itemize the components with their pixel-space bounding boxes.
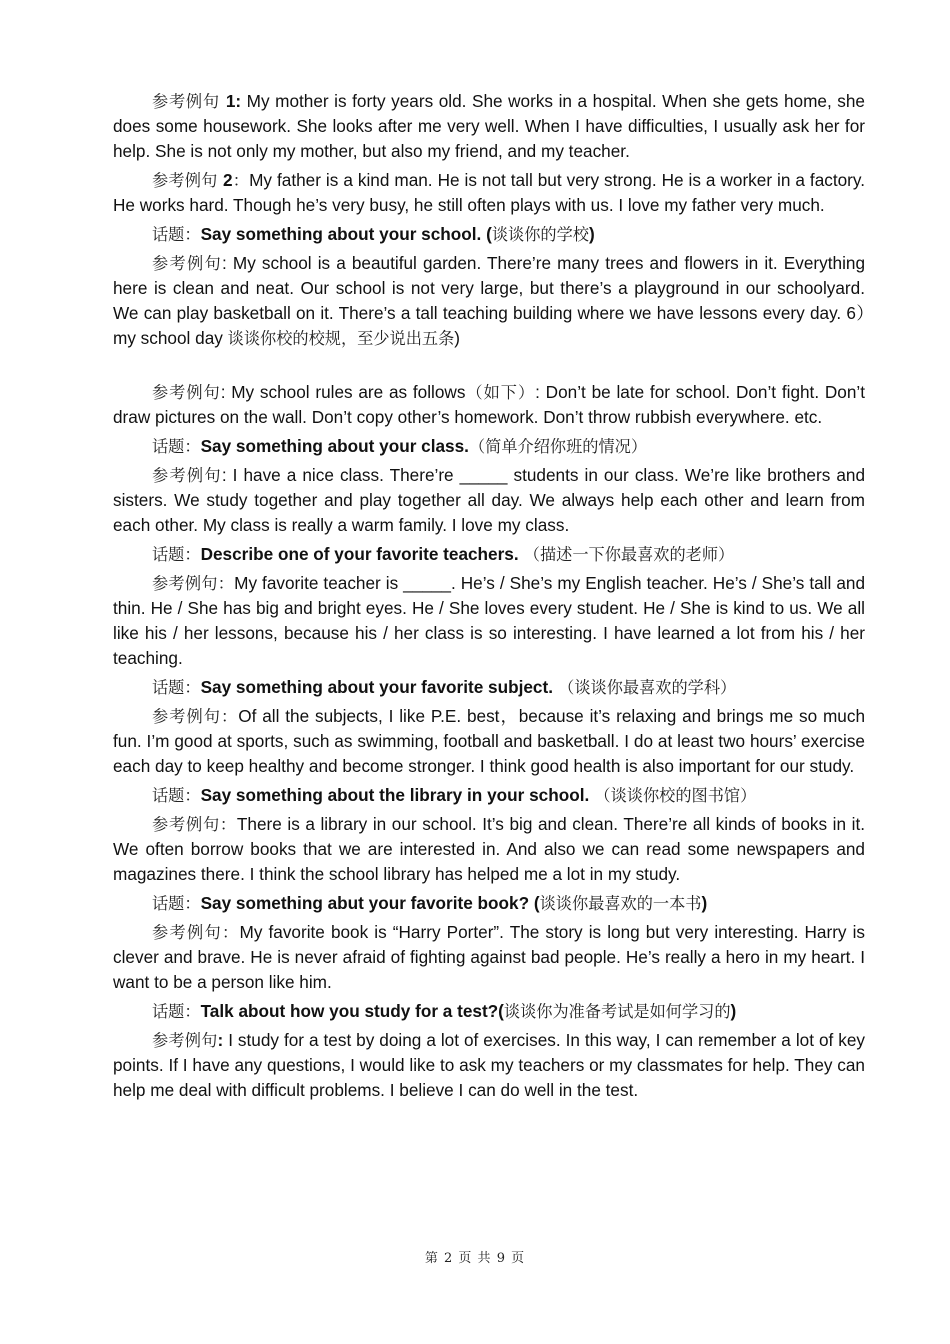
example-label: 参考例句 xyxy=(152,171,223,190)
topic-heading xyxy=(113,434,865,459)
page-number-footer: 第 2 页 共 9 页 xyxy=(424,1251,526,1266)
example-text: : My school is a beautiful garden. There’re many trees and flowers in it. Everything here is clean and neat. Our school is not very large, but there’s a playground in our schoolyard. We can play basketball on it. There’s a tall teaching building where we have lessons every day. 6）my school day xyxy=(113,253,866,348)
topic-heading xyxy=(113,783,865,808)
topic-end: ) xyxy=(588,224,595,244)
topic-chinese: （谈谈你校的图书馆） xyxy=(589,786,757,805)
topic-heading xyxy=(113,542,865,567)
example-separator: ： xyxy=(232,171,250,190)
example-number: : xyxy=(217,1030,224,1050)
topic-label: 话题： xyxy=(152,786,201,805)
topic-text: Say something about your favorite subject. xyxy=(200,677,553,697)
topic-chinese: 谈谈你最喜欢的一本书 xyxy=(539,894,702,913)
topic-chinese: 谈谈你为准备考试是如何学习的 xyxy=(503,1002,731,1021)
example-paragraph xyxy=(113,571,865,671)
example-chinese: 谈谈你校的校规，至少说出五条 xyxy=(227,329,455,348)
topic-label: 话题： xyxy=(152,437,201,456)
topic-text: Say something about your class. xyxy=(200,436,469,456)
example-chinese: （如下） xyxy=(465,383,536,402)
topic-chinese: （简单介绍你班的情况） xyxy=(468,437,648,456)
topic-end: ) xyxy=(701,893,708,913)
example-end: ) xyxy=(454,328,460,348)
example-paragraph xyxy=(113,704,865,779)
example-label: 参考例句 xyxy=(152,254,223,273)
example-paragraph xyxy=(113,89,865,164)
topic-label: 话题： xyxy=(152,894,201,913)
example-number: 2 xyxy=(222,170,233,190)
topic-chinese: （谈谈你最喜欢的学科） xyxy=(552,678,737,697)
example-text: My favorite book is “Harry Porter”. The story is long but very interesting. Harry is clever and brave. He is never afraid of fighting against bad people. He’s really a hero in my heart. I want to be a person like him. xyxy=(113,922,866,992)
example-paragraph xyxy=(113,812,865,887)
topic-label: 话题： xyxy=(152,545,201,564)
example-paragraph xyxy=(113,463,865,538)
topic-text: Describe one of your favorite teachers. xyxy=(200,544,519,564)
example-label: 参考例句： xyxy=(152,574,235,593)
topic-label: 话题： xyxy=(152,1002,201,1021)
topic-heading xyxy=(113,222,865,247)
example-paragraph xyxy=(113,168,865,218)
topic-text: Say something about the library in your school. xyxy=(200,785,590,805)
topic-heading xyxy=(113,891,865,916)
example-label: 参考例句 xyxy=(152,383,221,402)
topic-text: Say something abut your favorite book? ( xyxy=(200,893,540,913)
example-text: : My school rules are as follows xyxy=(220,382,466,402)
topic-end: ) xyxy=(730,1001,737,1021)
topic-heading xyxy=(113,675,865,700)
example-paragraph xyxy=(113,1028,865,1103)
example-label: 参考例句： xyxy=(152,815,237,834)
topic-text: Talk about how you study for a test?( xyxy=(200,1001,504,1021)
topic-chinese: （描述一下你最喜欢的老师） xyxy=(518,545,735,564)
example-text: My favorite teacher is _____. He’s / She’s my English teacher. He’s / She’s tall and thin. He / She has big and bright eyes. He / She loves every student. He / She is kind to us. We all like his / her lessons, because his / her class is so interesting. I have learned a lot from his / her teaching. xyxy=(113,573,866,668)
example-label: 参考例句： xyxy=(152,923,240,942)
example-text: I study for a test by doing a lot of exercises. In this way, I can remember a lot of key points. If I have any questions, I would like to ask my teachers or my classmates for help. They can help me deal with difficult problems. I believe I can do well in the test. xyxy=(113,1030,865,1100)
topic-chinese: 谈谈你的学校 xyxy=(491,225,589,244)
topic-label: 话题： xyxy=(152,225,201,244)
topic-label: 话题： xyxy=(152,678,201,697)
example-text: There is a library in our school. It’s big and clean. There’re all kinds of books in it. We often borrow books that we are interested in. And also we can read some newspapers and magazines there. I think the school library has helped me a lot in my study. xyxy=(113,814,865,884)
example-text: : I have a nice class. There’re _____ students in our class. We’re like brothers and sisters. We study together and play together all day. We always help each other and learn from each other. My class is really a warm family. I love my class. xyxy=(113,465,866,535)
example-label: 参考例句 xyxy=(152,466,222,485)
example-paragraph xyxy=(113,251,865,351)
topic-heading xyxy=(113,999,865,1024)
example-label: 参考例句 xyxy=(152,1031,218,1050)
example-text-continued: : Don’t be late for school. Don’t fight. Don’t draw pictures on the wall. Don’t copy other’s homework. Don’t throw rubbish everywhere. etc. xyxy=(113,382,865,427)
example-paragraph xyxy=(113,380,865,430)
example-paragraph xyxy=(113,920,865,995)
example-text: My father is a kind man. He is not tall but very strong. He is a worker in a factory. He works hard. Though he’s very busy, he still often plays with us. I love my father very much. xyxy=(113,170,865,215)
topic-text: Say something about your school. ( xyxy=(200,224,492,244)
example-number: 1: xyxy=(225,91,242,111)
example-label: 参考例句： xyxy=(152,707,239,726)
example-text: My mother is forty years old. She works in a hospital. When she gets home, she does some housework. She looks after me very well. When I have difficulties, I usually ask her for help. She is not only my mother, but also my friend, and my teacher. xyxy=(113,91,865,161)
example-text: Of all the subjects, I like P.E. best，because it’s relaxing and brings me so much fun. I’m good at sports, such as swimming, football and basketball. I do at least two hours’ exercise each day to keep healthy and become stronger. I think good health is also important for our study. xyxy=(113,706,866,776)
page-body xyxy=(113,89,865,1107)
example-label: 参考例句 xyxy=(152,92,226,111)
